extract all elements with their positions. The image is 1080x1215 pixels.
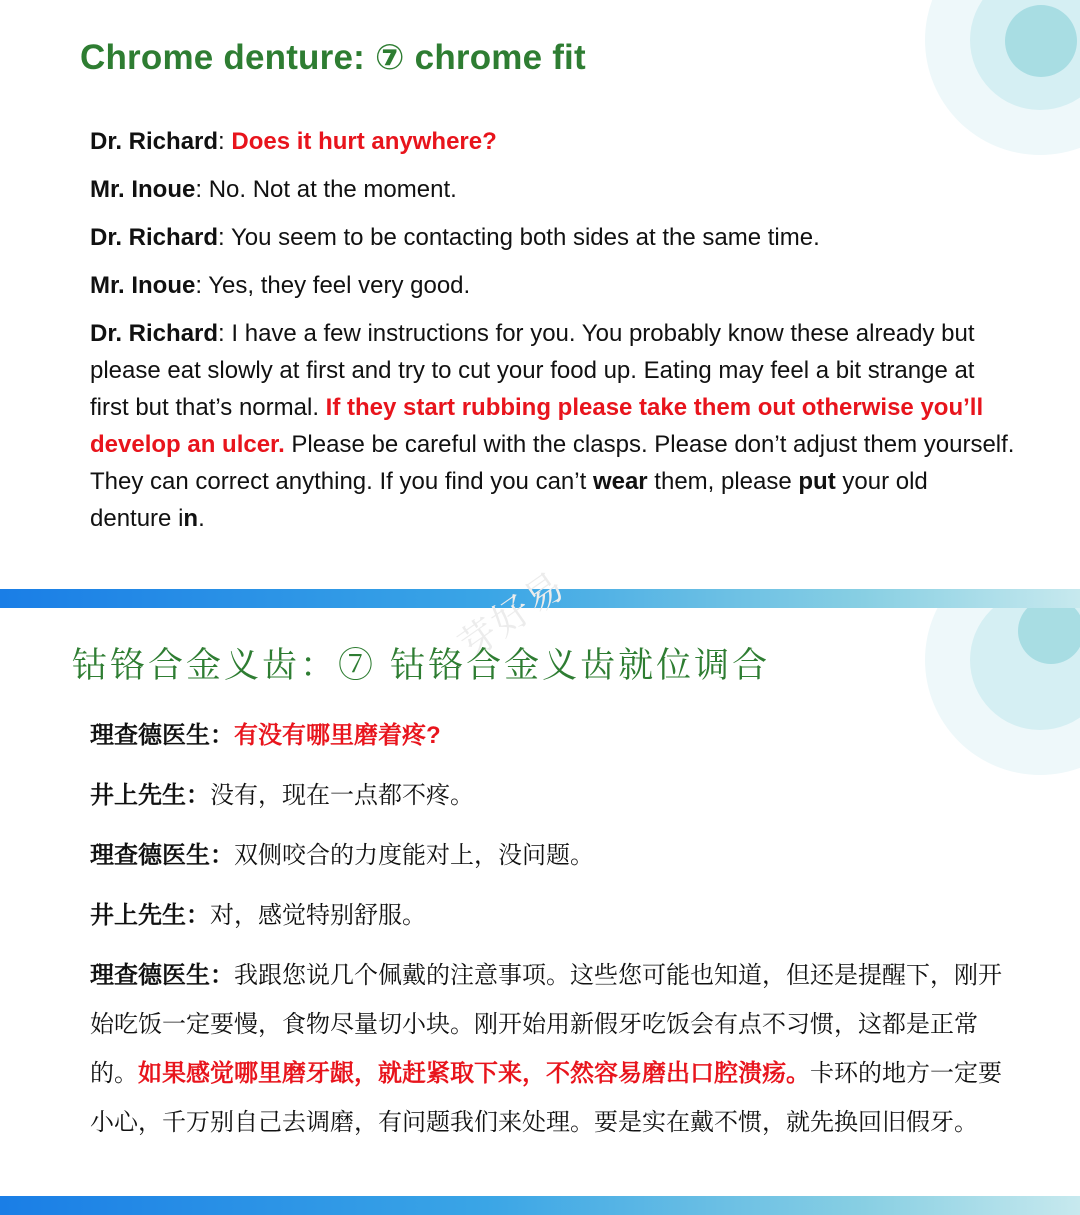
dialogue-line-long (90, 951, 1020, 1147)
speaker-name: Dr. Richard (90, 128, 219, 155)
decor-circle-mid-top (970, 0, 1080, 110)
chinese-dialogue (90, 711, 1020, 1147)
dialogue-line (90, 123, 1015, 160)
dialogue-line (90, 171, 1015, 208)
highlight-text: 如果感觉哪里磨牙龈，就赶紧取下来，不然容易磨出口腔溃疡。 (138, 1060, 810, 1087)
dialogue-text: . (198, 505, 205, 532)
dialogue-text: 卡环的地方一定要小心，千万别自己去调磨，有问题我们来处理。要是实在戴不惯，就先换回旧假牙。 (90, 1060, 1002, 1136)
speaker-name: Dr. Richard (90, 320, 219, 347)
dialogue-text: them, please (647, 468, 799, 495)
decor-circle-inner-top (1005, 5, 1077, 77)
dialogue-line (90, 711, 1020, 760)
dialogue-text: Yes, they feel very good. (208, 272, 471, 299)
highlight-text: If they start rubbing please take them out otherwise you’ll develop an ulcer. (90, 394, 984, 458)
watermark: 芽好易 (450, 562, 574, 668)
decor-circle-mid-mid (970, 590, 1080, 730)
bold-word: put (798, 468, 836, 495)
bold-letter: n (183, 505, 199, 532)
dialogue-line (90, 267, 1015, 304)
separator: ： (186, 902, 210, 929)
speaker-name: 理查德医生 (90, 722, 210, 749)
separator: ： (210, 722, 234, 749)
dialogue-text: your old denture i (90, 468, 928, 532)
dialogue-text: I have a few instructions for you. You probably know these already but please eat slowly at first and try to cut your food up. Eating may feel a bit strange at first but that’s normal. (90, 320, 975, 421)
english-dialogue (90, 123, 1015, 537)
english-title: Chrome denture: ⑦ chrome fit (80, 38, 586, 77)
speaker-name: Dr. Richard (90, 224, 219, 251)
dialogue-text: 我跟您说几个佩戴的注意事项。这些您可能也知道，但还是提醒下，刚开始吃饭一定要慢，食物尽量切小块。刚开始用新假牙吃饭会有点不习惯，这都是正常的。 (90, 962, 1002, 1087)
highlight-text: Does it hurt anywhere? (231, 128, 497, 155)
footer-band (0, 1196, 1080, 1215)
dialogue-text: You seem to be contacting both sides at the same time. (230, 224, 820, 251)
speaker-name: 井上先生 (90, 782, 186, 809)
speaker-name: 井上先生 (90, 902, 186, 929)
separator: : (195, 176, 209, 203)
dialogue-text: 没有，现在一点都不疼。 (210, 782, 474, 809)
speaker-name: Mr. Inoue (90, 272, 196, 299)
dialogue-line (90, 219, 1015, 256)
dialogue-line (90, 771, 1020, 820)
separator: : (195, 272, 209, 299)
dialogue-text: 双侧咬合的力度能对上，没问题。 (234, 842, 594, 869)
bold-word: wear (592, 468, 648, 495)
separator: ： (210, 842, 234, 869)
dialogue-line (90, 831, 1020, 880)
dialogue-text: No. Not at the moment. (208, 176, 457, 203)
speaker-name: 理查德医生 (90, 962, 210, 989)
dialogue-text: Please be careful with the clasps. Please don’t adjust them yourself. They can correct anything. If you find you can’t (90, 431, 1015, 495)
speaker-name: Mr. Inoue (90, 176, 196, 203)
separator: ： (186, 782, 210, 809)
separator: : (218, 128, 232, 155)
separator: : (218, 224, 231, 251)
dialogue-line-long (90, 315, 1015, 537)
separator: ： (210, 962, 234, 989)
speaker-name: 理查德医生 (90, 842, 210, 869)
separator: : (218, 320, 232, 347)
chinese-title: 钴铬合金义齿：⑦ 钴铬合金义齿就位调合 (72, 646, 771, 686)
dialogue-text: 对，感觉特别舒服。 (210, 902, 426, 929)
dialogue-line (90, 891, 1020, 940)
highlight-text: 有没有哪里磨着疼? (234, 722, 441, 749)
